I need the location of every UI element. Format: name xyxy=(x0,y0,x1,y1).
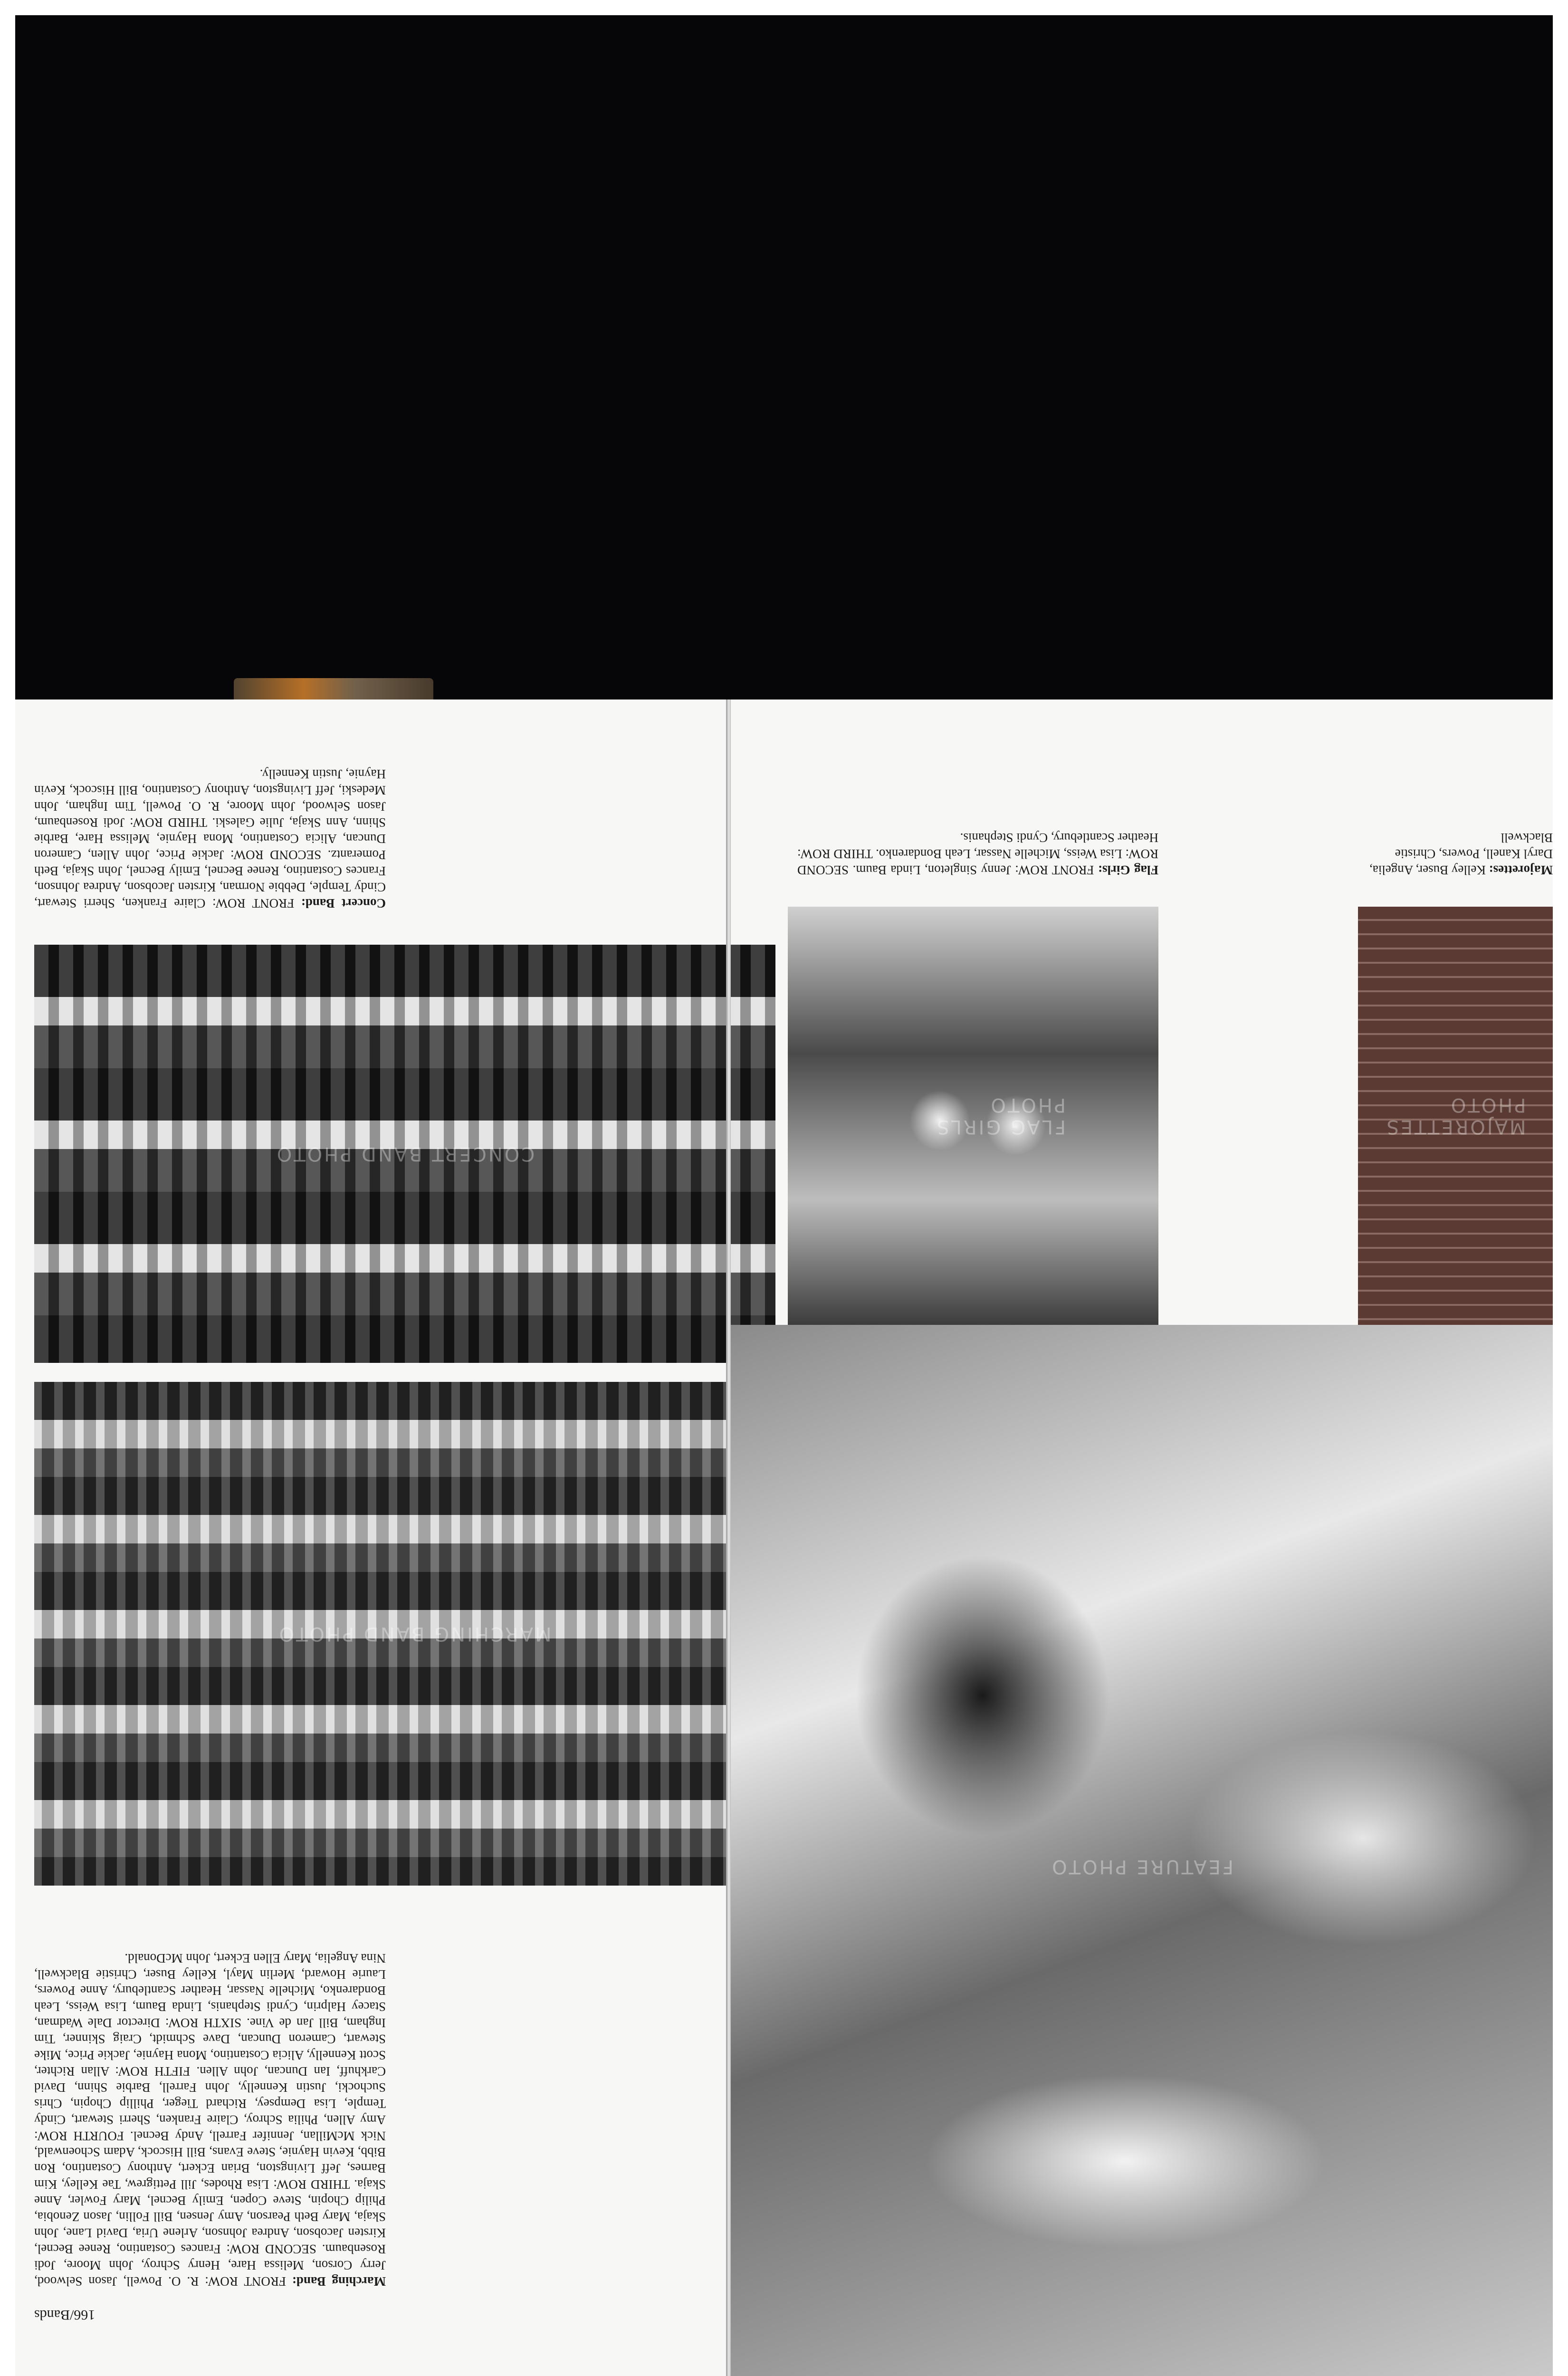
flag-girls-caption-label: Flag Girls: xyxy=(1098,863,1158,877)
marching-band-photo-label: MARCHING BAND PHOTO xyxy=(277,1623,552,1645)
majorettes-photo xyxy=(1358,907,1553,1325)
black-scan-background xyxy=(15,15,1553,699)
feature-photo-label: FEATURE PHOTO xyxy=(1050,1856,1233,1878)
concert-band-photo xyxy=(34,945,775,1363)
yearbook-spread xyxy=(15,699,1553,2376)
majorettes-caption-label: Majorettes: xyxy=(1489,863,1553,877)
marching-band-caption-label: Marching Band: xyxy=(292,2274,386,2289)
flag-girls-photo-label: FLAG GIRLS PHOTO xyxy=(935,1094,1066,1138)
upside-down-spread xyxy=(15,699,1553,2376)
flag-girls-caption xyxy=(797,830,1158,878)
majorettes-caption xyxy=(1358,830,1553,878)
flag-girls-caption-text: FRONT ROW: Jenny Singleton, Linda Baum. SECOND ROW: Lisa Weiss, Michelle Nassar, Leah Bondarenko. THIRD ROW: Heather Scantlebury, Cyndi Stephanis. xyxy=(797,831,1158,877)
concert-band-caption-label: Concert Band: xyxy=(301,896,386,910)
page-gutter xyxy=(726,699,731,2376)
majorettes-photo-label: MAJORETTES PHOTO xyxy=(1385,1094,1526,1138)
flag-girls-photo xyxy=(788,907,1158,1325)
concert-band-caption xyxy=(34,766,386,911)
marching-band-photo xyxy=(34,1382,794,1886)
page-folio: 166/Bands xyxy=(34,2307,96,2323)
concert-band-caption-text: FRONT ROW: Claire Franken, Sherri Stewart, Cindy Temple, Debbie Norman, Kirsten Jacobson, Andrea Johnson, Frances Costantino, Renee Becnel, Emily Becnel, John Skaja, Beth Pomerantz. SECOND ROW: Jackie Price, John Allen, Cameron Duncan, Alicia Costantino, Mona Haynie, Melissa Hare, Barbie Shinn, Ann Skaja, Julie Galeski. THIRD ROW: Jodi Rosenbaum, Jason Selwood, John Moore, R. O. Powell, Tim Ingham, John Medeski, Jeff Livingston, Anthony Costantino, Bill Hiscock, Kevin Haynie, Justin Kennelly. xyxy=(34,767,386,910)
scanned-yearbook-page xyxy=(15,15,1553,2376)
feature-photo xyxy=(731,1325,1553,2376)
majorettes-caption-text: Kelley Buser, Angelia, Daryl Kanell, Powers, Christie Blackwell xyxy=(1369,831,1553,877)
marching-band-caption-text: FRONT ROW: R. O. Powell, Jason Selwood, Jerry Corson, Melissa Hare, Henry Schroy, John Moore, Jodi Rosenbaum. SECOND ROW: Frances Costantino, Renee Becnel, Kirsten Jacobson, Andrea Johnson, Arlene Uria, David Lane, John Skaja, Mary Beth Pearson, Amy Jensen, Bill Follin, Jason Zenobia, Philip Chopin, Steve Copen, Emily Becnel, Mary Fowler, Anne Skaja. THIRD ROW: Lisa Rhodes, Jill Pettigrew, Tae Kelley, Kim Barnes, Jeff Livingston, Brian Eckert, Anthony Costantino, Ron Bibb, Kevin Haynie, Steve Evans, Bill Hiscock, Adam Schoenwald, Nick McMillan, Jennifer Farrell, Andy Becnel. FOURTH ROW: Amy Allen, Philia Schroy, Claire Franken, Sherri Stewart, Cindy Temple, Lisa Dempsey, Richard Tieger, Phillip Chopin, Chris Suchocki, Justin Kennelly, John Farrell, Barbie Shinn, David Carkhuff, Ian Duncan, John Allen. FIFTH ROW: Allan Richter, Scott Kennelly, Alicia Costantino, Mona Haynie, Jackie Price, Mike Stewart, Cameron Duncan, Dave Schmidt, Craig Skinner, Tim Ingham, Bill Jan de Vine. SIXTH ROW: Director Dale Wadman, Stacey Halprin, Cyndi Stephanis, Linda Baum, Lisa Weiss, Leah Bondarenko, Michelle Nassar, Heather Scantlebury, Anne Powers, Laurie Howard, Merlin Mayl, Kelley Buser, Christie Blackwell, Nina Angelia, Mary Ellen Eckert, John McDonald. xyxy=(34,1951,386,2289)
marching-band-caption xyxy=(34,1950,386,2290)
concert-band-photo-label: CONCERT BAND PHOTO xyxy=(275,1143,535,1165)
